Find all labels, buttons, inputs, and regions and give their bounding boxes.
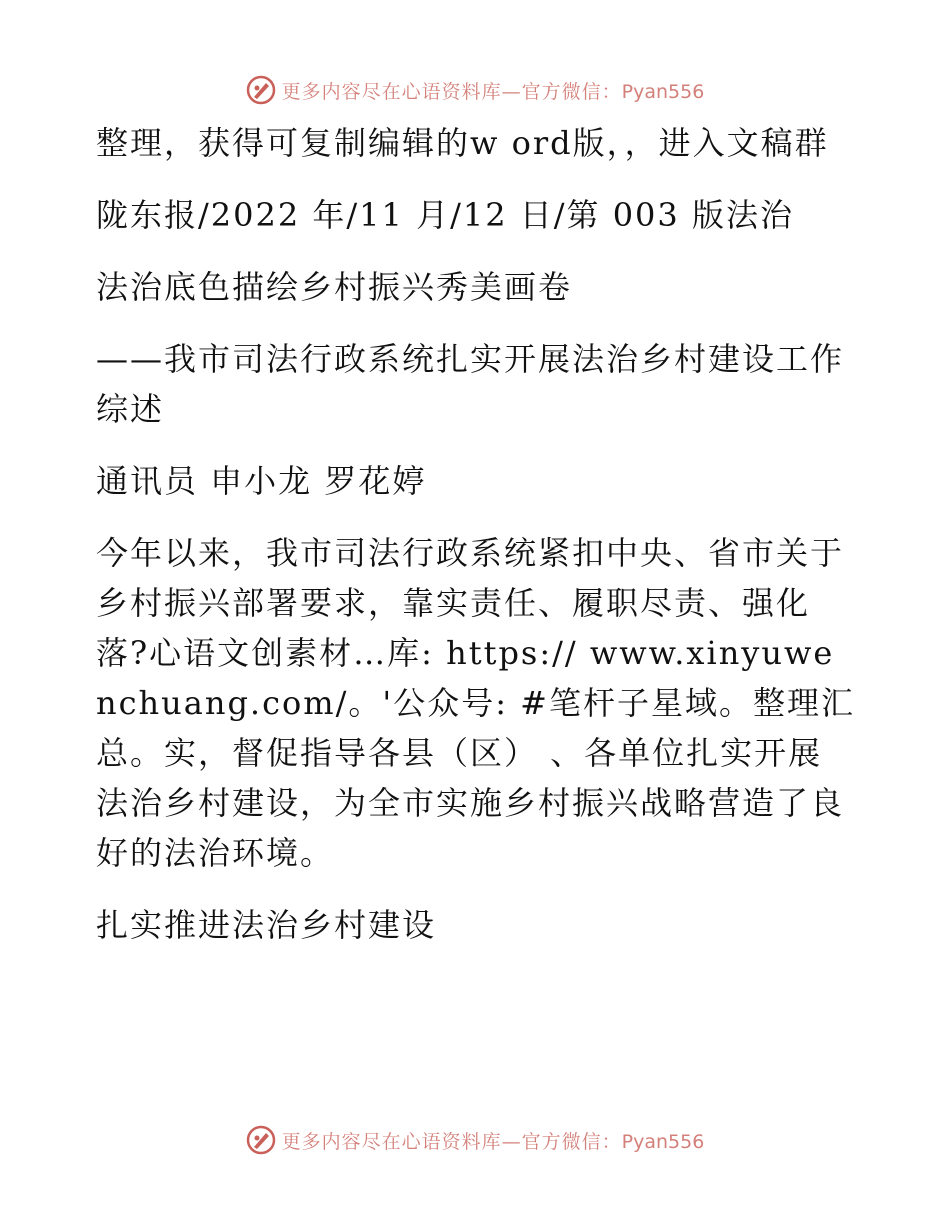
section-heading: 扎实推进法治乡村建设 xyxy=(96,906,437,944)
watermark-banner-top xyxy=(0,70,950,110)
quill-logo-icon xyxy=(246,1125,276,1155)
watermark-banner-bottom xyxy=(0,1120,950,1160)
article-title: 法治底色描绘乡村振兴秀美画卷 xyxy=(96,268,573,306)
quill-logo-icon xyxy=(246,75,276,105)
byline: 通讯员 申小龙 罗花婷 xyxy=(96,462,427,500)
wechat-id: Pyan556 xyxy=(621,1130,705,1153)
watermark-text: 更多内容尽在心语资料库—官方微信：Pyan556 xyxy=(281,1130,705,1153)
watermark-text: 更多内容尽在心语资料库—官方微信：Pyan556 xyxy=(281,80,705,103)
document-body xyxy=(96,118,856,972)
intro-line: 整理，获得可复制编辑的w ord版，，进入文稿群 xyxy=(96,124,829,162)
wechat-id: Pyan556 xyxy=(621,80,705,103)
body-paragraph: 今年以来，我市司法行政系统紧扣中央、省市关于乡村振兴部署要求，靠实责任、履职尽责、强化落?心语文创素材…库: https:// www.xinyuwenchuang.com/。'公众号: #笔杆子星域。整理汇总。实，督促指导各县（区） 、各单位扎实开展法治乡村建设，为全市实施乡村振兴战略营造了良好的法治环境。 xyxy=(96,534,855,872)
article-subtitle: ——我市司法行政系统扎实开展法治乡村建设工作综述 xyxy=(96,340,845,428)
source-line: 陇东报/2022 年/11 月/12 日/第 003 版法治 xyxy=(96,196,794,234)
